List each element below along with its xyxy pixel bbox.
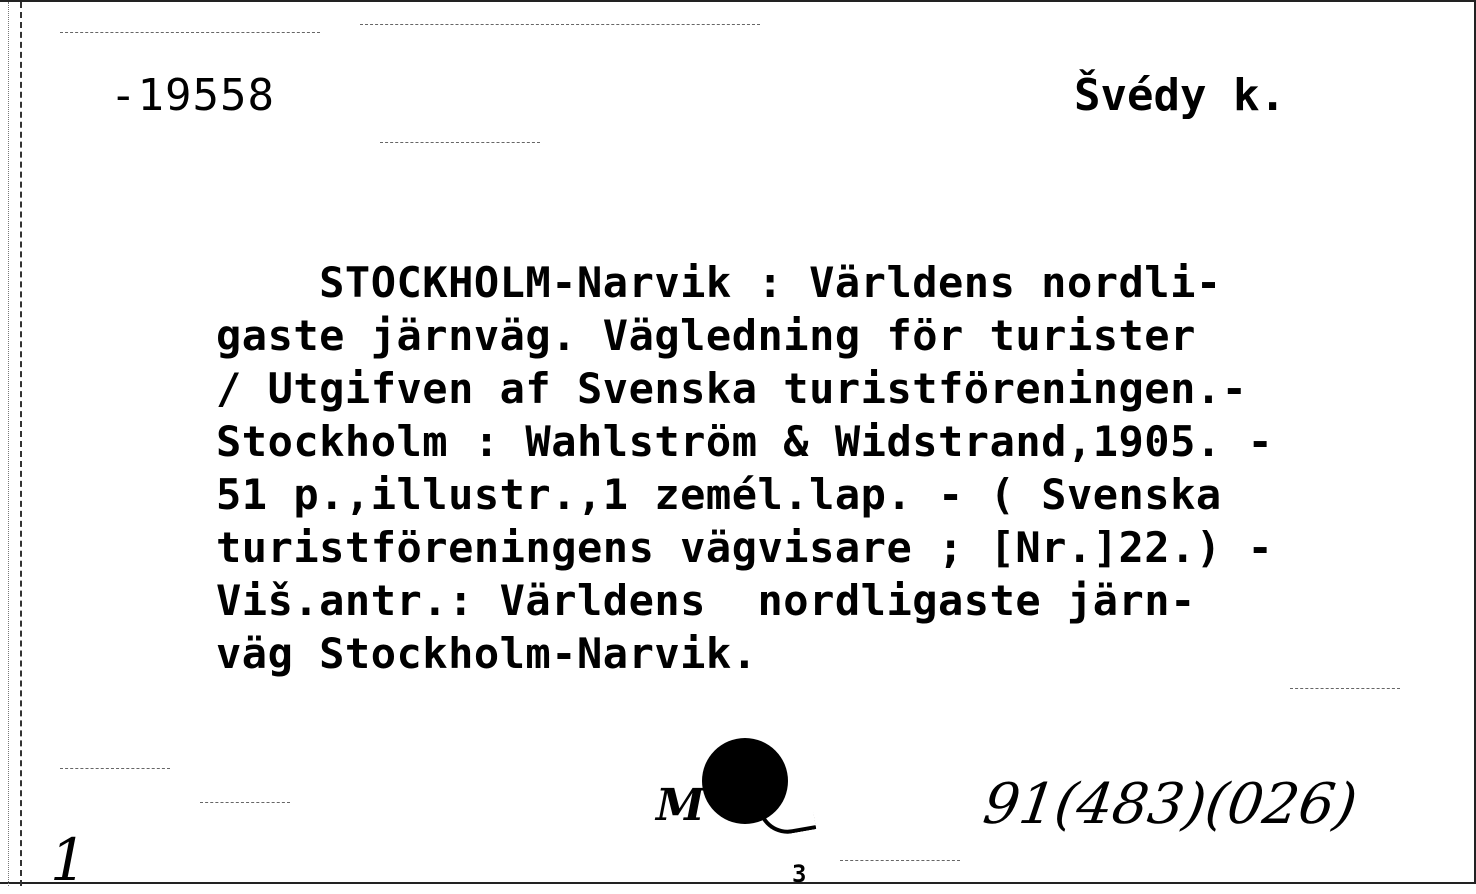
scan-noise [1290,688,1400,689]
card-left-edge [20,2,22,886]
scan-noise [380,142,540,143]
corner-handwritten-mark: 1 [50,826,87,894]
entry-line: / Utgifven af Svenska turistföreningen.- [216,364,1248,413]
entry-line: Viš.antr.: Världens nordligaste järn- [216,576,1196,625]
scan-noise [60,768,170,769]
scan-noise [200,802,290,803]
bottom-mark: 3 [792,860,807,888]
entry-line: turistföreningens vägvisare ; [Nr.]22.) - [216,523,1274,572]
entry-line: väg Stockholm-Narvik. [216,629,758,678]
classification-number: 91(483)(026) [979,772,1361,837]
scan-noise [360,24,760,25]
subject-heading: Švédy k. [1074,70,1286,121]
entry-line: Stockholm : Wahlström & Widstrand,1905. - [216,417,1274,466]
stamp-initials: M [656,780,705,831]
card-number: -19558 [110,70,275,121]
entry-line: gaste järnväg. Vägledning för turister [216,311,1196,360]
entry-line: 51 p.,illustr.,1 zemél.lap. - ( Svenska [216,470,1222,519]
bibliographic-entry [216,256,1446,680]
scan-noise [60,32,320,33]
scan-noise [840,860,960,861]
entry-line: STOCKHOLM-Narvik : Världens nordli- [216,258,1222,307]
card-left-edge-dotted [8,2,9,886]
